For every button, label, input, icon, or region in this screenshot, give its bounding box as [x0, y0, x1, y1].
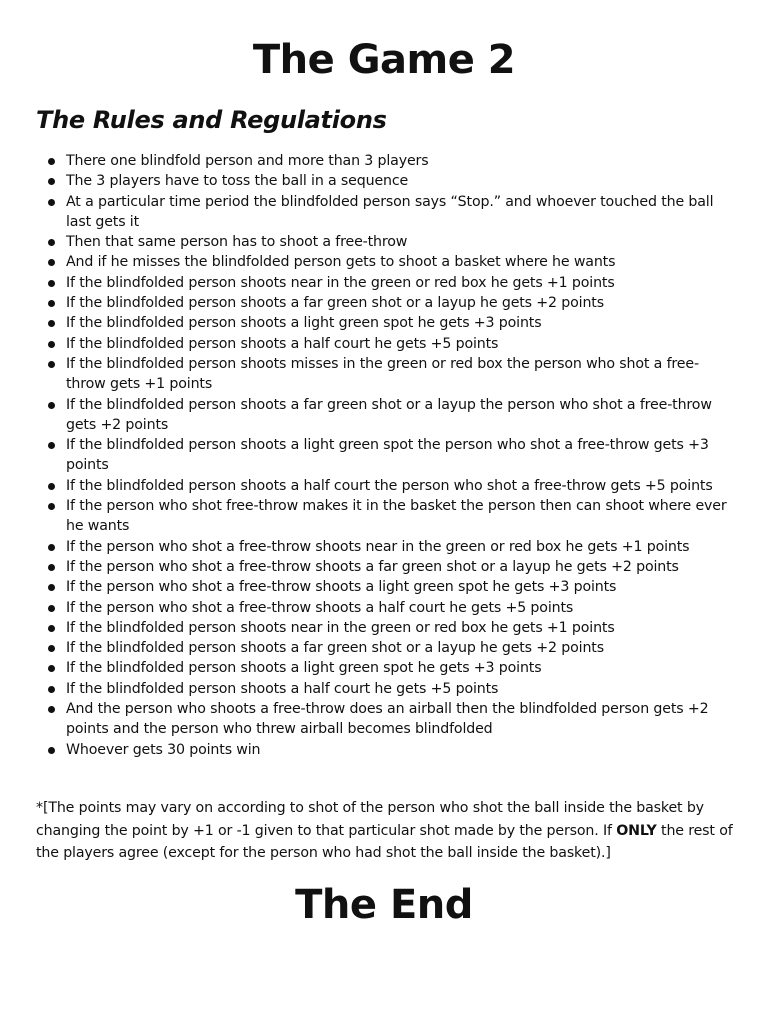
rule-text: If the blindfolded person shoots near in the green or red box he gets +1 points [66, 619, 615, 636]
bullet-icon [48, 361, 55, 368]
rule-text: If the person who shot a free-throw shoots a half court he gets +5 points [66, 599, 574, 616]
list-item [66, 638, 738, 658]
rule-text: If the blindfolded person shoots a far green shot or a layup the person who shot a free-throw gets +2 points [66, 396, 712, 433]
list-item [66, 435, 738, 476]
rule-text: Whoever gets 30 points win [66, 741, 261, 758]
rule-text: If the blindfolded person shoots a half court the person who shot a free-throw gets +5 points [66, 477, 713, 494]
bullet-icon [48, 747, 55, 754]
list-item [66, 151, 738, 171]
list-item [66, 476, 738, 496]
list-item [66, 395, 738, 436]
list-item [66, 273, 738, 293]
bullet-icon [48, 686, 55, 693]
bullet-icon [48, 605, 55, 612]
bullet-icon [48, 341, 55, 348]
bullet-icon [48, 544, 55, 551]
end-title: The End [295, 882, 473, 928]
rule-text: If the blindfolded person shoots a far green shot or a layup he gets +2 points [66, 295, 604, 312]
rules-list [66, 151, 738, 760]
rule-text: If the blindfolded person shoots a light green spot the person who shot a free-throw gets +3 points [66, 437, 709, 474]
points-note [36, 797, 736, 865]
list-item [66, 699, 738, 740]
bullet-icon [48, 199, 55, 206]
list-item [66, 192, 738, 233]
rule-text: There one blindfold person and more than 3 players [66, 153, 429, 169]
bullet-icon [48, 259, 55, 266]
list-item [66, 537, 738, 557]
rule-text: If the blindfolded person shoots a light green spot he gets +3 points [66, 660, 542, 677]
rules-subtitle: The Rules and Regulations [36, 106, 387, 134]
bullet-icon [48, 239, 55, 246]
rule-text: If the blindfolded person shoots a far green shot or a layup he gets +2 points [66, 640, 604, 657]
list-item [66, 496, 738, 537]
rule-text: If the blindfolded person shoots a half court he gets +5 points [66, 335, 499, 352]
rule-text: If the person who shot a free-throw shoots a light green spot he gets +3 points [66, 579, 617, 596]
bullet-icon [48, 503, 55, 510]
bullet-icon [48, 158, 55, 165]
list-item [66, 658, 738, 678]
list-item [66, 171, 738, 191]
rule-text: The 3 players have to toss the ball in a sequence [66, 173, 409, 190]
bullet-icon [48, 625, 55, 632]
rule-text: If the blindfolded person shoots misses in the green or red box the person who shot a free-throw gets +1 points [66, 355, 699, 393]
rule-text: If the person who shot free-throw makes it in the basket the person then can shoot where ever he wants [66, 498, 727, 535]
list-item [66, 334, 738, 354]
bullet-icon [48, 280, 55, 287]
bullet-icon [48, 564, 55, 571]
bullet-icon [48, 320, 55, 327]
bullet-icon [48, 665, 55, 672]
list-item [66, 598, 738, 618]
rule-text: If the blindfolded person shoots near in the green or red box he gets +1 points [66, 274, 615, 291]
bullet-icon [48, 706, 55, 713]
rule-text: If the blindfolded person shoots a light green spot he gets +3 points [66, 315, 542, 332]
list-item [66, 618, 738, 638]
bullet-icon [48, 483, 55, 490]
bullet-icon [48, 402, 55, 409]
note-text-end: the rest of the players agree (except for the person who had shot the ball inside the basket).] [36, 822, 733, 861]
list-item [66, 354, 738, 395]
bullet-icon [48, 178, 55, 185]
document-title: The Game 2 [252, 37, 516, 83]
rule-text: And if he misses the blindfolded person gets to shoot a basket where he wants [66, 254, 616, 271]
rule-text: At a particular time period the blindfolded person says “Stop.” and whoever touched the ball last gets it [66, 193, 714, 230]
list-item [66, 293, 738, 313]
list-item [66, 577, 738, 597]
rule-text: If the person who shot a free-throw shoots a far green shot or a layup he gets +2 points [66, 558, 679, 575]
rule-text: If the person who shot a free-throw shoots near in the green or red box he gets +1 points [66, 538, 690, 555]
list-item [66, 679, 738, 699]
list-item [66, 232, 738, 252]
rule-text: And the person who shoots a free-throw does an airball then the blindfolded person gets +2 points and the person who threw airball becomes blindfolded [66, 701, 709, 738]
note-emphasis: ONLY [616, 822, 657, 839]
rule-text: Then that same person has to shoot a free-throw [66, 234, 408, 251]
bullet-icon [48, 584, 55, 591]
note-text-start: *[The points may vary on according to shot of the person who shot the ball inside the basket by changing the point by +1 or -1 given to that particular shot made by the person. If [36, 800, 704, 839]
bullet-icon [48, 442, 55, 449]
rule-text: If the blindfolded person shoots a half court he gets +5 points [66, 680, 499, 697]
list-item [66, 313, 738, 333]
bullet-icon [48, 645, 55, 652]
list-item [66, 740, 738, 760]
list-item [66, 557, 738, 577]
list-item [66, 252, 738, 272]
bullet-icon [48, 300, 55, 307]
